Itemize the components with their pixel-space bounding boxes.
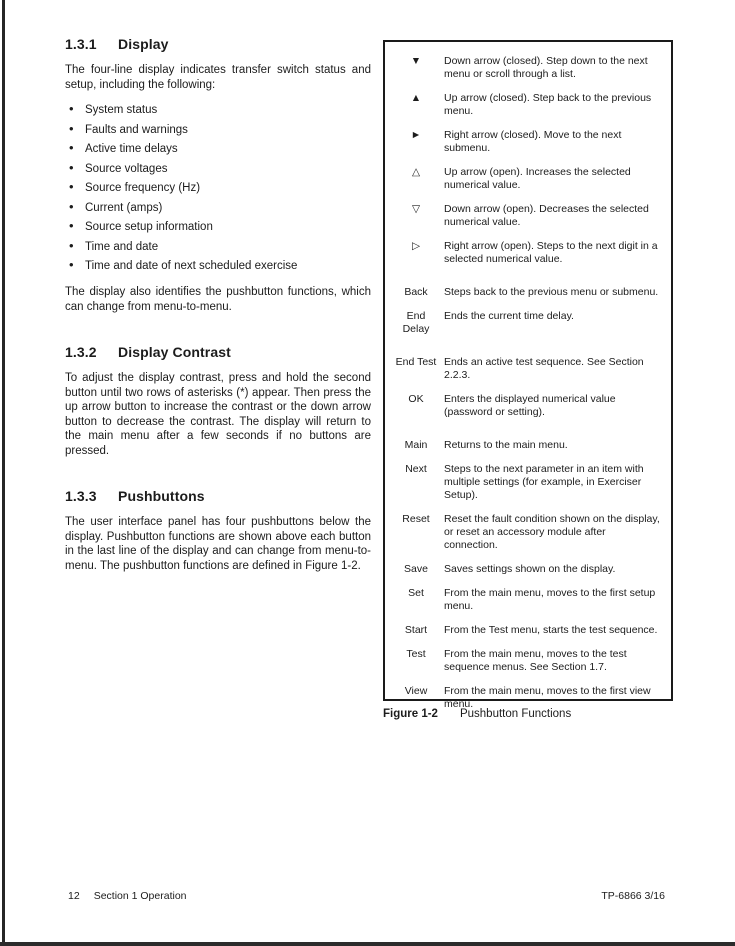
figure-row-description: Enters the displayed numerical value (password or setting).: [444, 393, 616, 418]
button-label: Set: [408, 587, 424, 599]
list-item: • Active time delays: [69, 142, 371, 156]
section-heading-display-contrast: [65, 344, 371, 360]
figure-row-description: Returns to the main menu.: [444, 439, 568, 451]
figure-row: [395, 439, 661, 452]
section-number: 1.3.1: [65, 36, 97, 52]
footer-left: [68, 890, 187, 902]
figure-row: [395, 129, 661, 155]
pushbutton-functions-figure: [383, 40, 673, 710]
figure-row: [395, 463, 661, 502]
pushbuttons-paragraph: The user interface panel has four pushbuttons below the display. Pushbutton functions are shown above each button in the last line of the display and can change from menu-to-menu. The pushbutton functions are defined in Figure 1-2.: [65, 516, 371, 572]
button-label: End Test: [395, 356, 437, 368]
figure-row-description: From the main menu, moves to the first view menu.: [444, 685, 651, 710]
figure-row-description: Ends the current time delay.: [444, 310, 574, 322]
figure-row-description: Reset the fault condition shown on the display, or reset an accessory module after connection.: [444, 513, 660, 551]
figure-row-description: Up arrow (open). Increases the selected numerical value.: [444, 166, 631, 191]
section-title: Display: [118, 36, 169, 52]
figure-row-description: Down arrow (open). Decreases the selected numerical value.: [444, 203, 649, 228]
figure-row-description: From the main menu, moves to the first setup menu.: [444, 587, 656, 612]
figure-row-description: Steps to the next parameter in an item with multiple settings (for example, in Exerciser Setup).: [444, 463, 644, 501]
list-item: • Source voltages: [69, 162, 371, 176]
figure-row: [395, 166, 661, 192]
figure-row-description: From the main menu, moves to the test sequence menus. See Section 1.7.: [444, 648, 627, 673]
button-label: Save: [404, 563, 428, 575]
list-item: • Source setup information: [69, 220, 371, 234]
button-label: Back: [404, 286, 428, 298]
list-item: • Time and date: [69, 240, 371, 254]
right-arrow-closed-icon: ►: [410, 129, 422, 141]
figure-caption-title: Pushbutton Functions: [459, 708, 572, 720]
figure-row: [395, 624, 661, 637]
button-label: Test: [406, 648, 426, 660]
figure-row-description: Right arrow (closed). Move to the next submenu.: [444, 129, 622, 154]
figure-row-description: Up arrow (closed). Step back to the previous menu.: [444, 92, 652, 117]
list-item: • Current (amps): [69, 201, 371, 215]
page-number: 12: [68, 890, 80, 902]
figure-row-description: Saves settings shown on the display.: [444, 563, 616, 575]
figure-row: [395, 240, 661, 266]
figure-row: [395, 393, 661, 419]
display-outro-paragraph: The display also identifies the pushbutton functions, which can change from menu-to-menu.: [65, 286, 371, 313]
display-intro-paragraph: The four-line display indicates transfer switch status and setup, including the following:: [65, 64, 371, 91]
section-heading-display: [65, 36, 371, 52]
up-arrow-closed-icon: ▲: [410, 92, 422, 104]
button-label: Main: [404, 439, 428, 451]
figure-row: [395, 587, 661, 613]
button-label: End Delay: [402, 310, 430, 335]
figure-row: [395, 310, 661, 336]
figure-row: [395, 356, 661, 382]
figure-row-description: Down arrow (closed). Step down to the next menu or scroll through a list.: [444, 55, 648, 80]
figure-row-description: Steps back to the previous menu or submenu.: [444, 286, 659, 298]
left-column: [65, 36, 371, 582]
figure-row: [395, 92, 661, 118]
up-arrow-open-icon: △: [411, 166, 421, 178]
button-label: View: [404, 685, 428, 697]
list-item: • Source frequency (Hz): [69, 181, 371, 195]
button-label: OK: [408, 393, 424, 405]
right-arrow-open-icon: ▷: [411, 240, 421, 252]
down-arrow-closed-icon: ▼: [410, 55, 422, 67]
figure-row: [395, 203, 661, 229]
section-number: 1.3.3: [65, 488, 97, 504]
display-contrast-paragraph: To adjust the display contrast, press and hold the second button until two rows of asterisks (*) appear. Then press the up arrow button to increase the contrast or the down arrow button to decrease the contrast. The display will return to the main menu after a few seconds if no buttons are pressed.: [65, 372, 371, 457]
section-title: Display Contrast: [118, 344, 231, 360]
list-item: • Time and date of next scheduled exercise: [69, 259, 371, 273]
figure-row-description: Ends an active test sequence. See Section 2.2.3.: [444, 356, 644, 381]
scan-edge-bottom: [0, 942, 735, 946]
figure-caption-label: Figure 1-2: [383, 708, 438, 720]
section-heading-pushbuttons: [65, 488, 371, 504]
section-title: Pushbuttons: [118, 488, 205, 504]
button-label: Next: [405, 463, 427, 475]
display-bullet-list: [69, 103, 371, 273]
figure-caption: [383, 708, 683, 720]
section-number: 1.3.2: [65, 344, 97, 360]
figure-row: [395, 513, 661, 552]
list-item: • Faults and warnings: [69, 123, 371, 137]
footer-doc-number: TP-6866 3/16: [601, 890, 665, 902]
button-label: Reset: [402, 513, 430, 525]
down-arrow-open-icon: ▽: [411, 203, 421, 215]
figure-row: [395, 648, 661, 674]
footer-section-label: Section 1 Operation: [93, 890, 187, 902]
figure-row-description: Right arrow (open). Steps to the next digit in a selected numerical value.: [444, 240, 658, 265]
scan-edge-left: [2, 0, 5, 946]
figure-row: [395, 55, 661, 81]
list-item: • System status: [69, 103, 371, 117]
figure-row: [395, 286, 661, 299]
button-label: Start: [404, 624, 428, 636]
figure-row: [395, 563, 661, 576]
figure-row-description: From the Test menu, starts the test sequence.: [444, 624, 658, 636]
